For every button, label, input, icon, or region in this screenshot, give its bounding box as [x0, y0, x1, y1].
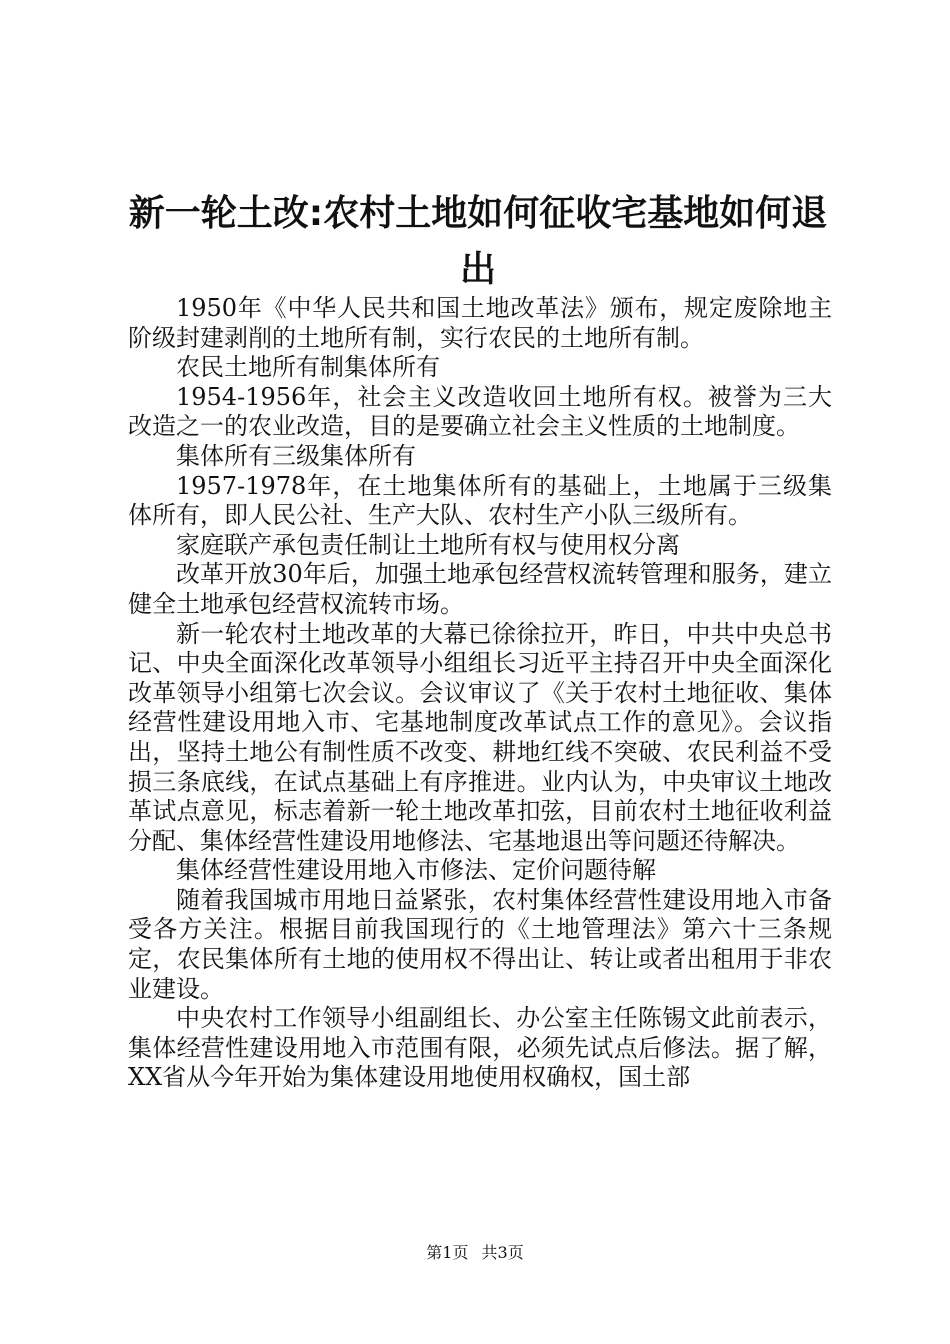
page-total: 共3页 [481, 1243, 524, 1262]
paragraph: 1950年《中华人民共和国土地改革法》颁布，规定废除地主阶级封建剥削的土地所有制，实行农民的土地所有制。 [128, 294, 832, 352]
paragraph: 家庭联产承包责任制让土地所有权与使用权分离 [176, 530, 680, 559]
paragraph: 随着我国城市用地日益紧张，农村集体经营性建设用地入市备受各方关注。根据目前我国现行的《土地管理法》第六十三条规定，农民集体所有土地的使用权不得出让、转让或者出租用于非农业建设。 [128, 885, 832, 1003]
page-number: 第1页 [426, 1243, 469, 1262]
paragraph: 1957-1978年，在土地集体所有的基础上，土地属于三级集体所有，即人民公社、生产大队、农村生产小队三级所有。 [128, 471, 832, 530]
paragraph: 农民土地所有制集体所有 [176, 353, 440, 382]
paragraph: 集体所有三级集体所有 [176, 441, 416, 470]
paragraph: 1954-1956年，社会主义改造收回土地所有权。被誉为三大改造之一的农业改造，目的是要确立社会主义性质的土地制度。 [128, 382, 832, 441]
page-footer [0, 1243, 950, 1263]
title-line-2: 出 [459, 249, 496, 290]
paragraph: 中央农村工作领导小组副组长、办公室主任陈锡文此前表示，集体经营性建设用地入市范围有限，必须先试点后修法。据了解，XX省从今年开始为集体建设用地使用权确权，国土部 [128, 1004, 832, 1092]
paragraph: 改革开放30年后，加强土地承包经营权流转管理和服务，建立健全土地承包经营权流转市场。 [128, 560, 832, 618]
paragraph: 新一轮农村土地改革的大幕已徐徐拉开，昨日，中共中央总书记、中央全面深化改革领导小组组长习近平主持召开中央全面深化改革领导小组第七次会议。会议审议了《关于农村土地征收、集体经营性建设用地入市、宅基地制度改革试点工作的意见》。会议指出，坚持土地公有制性质不改变、耕地红线不突破、农民利益不受损三条底线，在试点基础上有序推进。业内认为，中央审议土地改革试点意见，标志着新一轮土地改革扣弦，目前农村土地征收利益分配、集体经营性建设用地修法、宅基地退出等问题还待解决。 [128, 619, 832, 855]
title-line-1: 新一轮土改:农村土地如何征收宅基地如何退 [128, 193, 828, 234]
document-title [128, 186, 828, 298]
paragraph: 集体经营性建设用地入市修法、定价问题待解 [176, 856, 656, 885]
document-body [128, 294, 832, 1093]
